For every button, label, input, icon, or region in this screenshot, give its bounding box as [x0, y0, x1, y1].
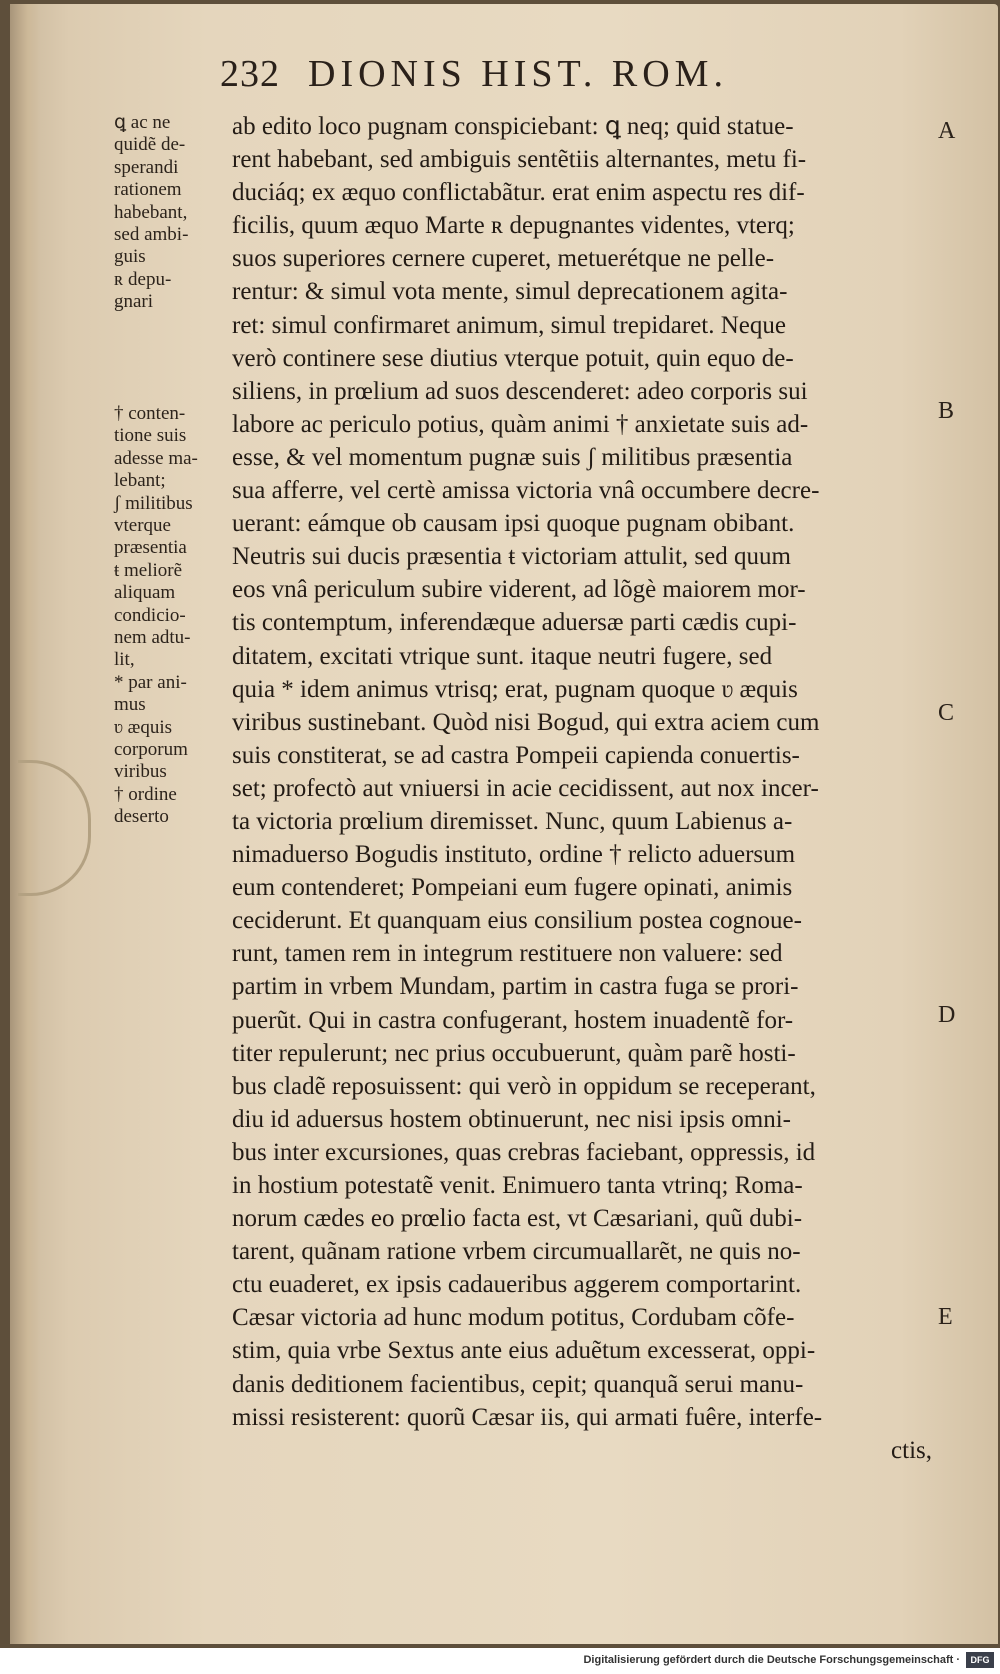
text-line: norum cædes eo prœlio facta est, vt Cæsariani, quũ dubi- [232, 1205, 803, 1233]
text-line: duciáq; ex æquo conflictabãtur. erat enim aspectu res dif- [232, 179, 805, 207]
text-line: ctu euaderet, ex ipsis cadaueribus aggerem comportarint. [232, 1271, 802, 1299]
dfg-logo-icon: DFG [966, 1652, 994, 1668]
text-line: runt, tamen rem in integrum restituere non valuere: sed [232, 940, 783, 968]
margin-note-line: guis [114, 246, 146, 268]
margin-note-line: * par ani- [114, 671, 187, 693]
margin-note-line: corporum [114, 738, 188, 760]
text-line: titer repulerunt; nec prius occubuerunt, quàm parẽ hosti- [232, 1039, 796, 1067]
section-letter-a: A [938, 118, 956, 144]
text-line: uerant: eámque ob causam ipsi quoque pugnam obibant. [232, 510, 795, 538]
text-line: esse, & vel momentum pugnæ suis ʃ militibus præsentia [232, 443, 793, 471]
text-line: danis deditionem facientibus, cepit; quanquã serui manu- [232, 1370, 804, 1398]
text-line: rent habebant, sed ambiguis sentẽtiis alternantes, metu fi- [232, 146, 807, 174]
text-line: siliens, in prœlium ad suos descenderet: adeo corporis sui [232, 377, 808, 405]
section-letter-c: C [938, 700, 955, 726]
running-title: DIONIS HIST. ROM. [308, 53, 728, 95]
margin-note-line: ʋ æquis [114, 716, 173, 738]
footer-bar [0, 1648, 1000, 1674]
text-line: bus cladẽ reposuissent: qui verò in oppidum se receperant, [232, 1072, 816, 1100]
text-line: ctis, [891, 1436, 932, 1464]
margin-note-line [114, 314, 226, 336]
text-line: in hostium potestatẽ venit. Enimuero tanta vtrinq; Roma- [232, 1172, 803, 1199]
margin-note-line: † ordine [114, 783, 177, 805]
text-line: ditatem, excitati vtrique sunt. itaque neutri fugere, sed [232, 642, 773, 670]
margin-note-line: præsentia [114, 537, 187, 559]
margin-note-line: tione suis [114, 425, 187, 447]
margin-note-line: lebant; [114, 470, 166, 492]
margin-note-line: ꝗ ac ne [114, 112, 171, 133]
margin-note-line: rationem [114, 179, 182, 201]
text-line: ceciderunt. Et quanquam eius consilium postea cognoue- [232, 907, 802, 935]
text-line: missi resisterent: quorũ Cæsar iis, qui armati fuêre, interfe- [232, 1403, 823, 1431]
text-line: ret: simul confirmaret animum, simul trepidaret. Neque [232, 311, 787, 339]
margin-note-line [114, 358, 226, 380]
text-line: eos vnâ periculum subire viderent, ad lõgè maiorem mor- [232, 576, 806, 604]
margin-note-line: gnari [114, 291, 154, 313]
text-line: rentur: & simul vota mente, simul deprecationem agita- [232, 278, 788, 306]
margin-note-line: habebant, [114, 201, 188, 223]
text-line: viribus sustinebant. Quòd nisi Bogud, qui extra aciem cum [232, 708, 820, 736]
text-line: bus inter excursiones, quas crebras faciebant, oppressis, id [232, 1138, 816, 1166]
text-line: sua afferre, vel certè amissa victoria vnâ occumbere decre- [232, 477, 820, 505]
text-line: partim in vrbem Mundam, partim in castra fuga se prori- [232, 973, 799, 1001]
text-line: nimaduerso Bogudis instituto, ordine † relicto aduersum [232, 841, 796, 869]
margin-note-line [114, 336, 226, 358]
main-text-block [232, 110, 932, 1467]
margin-note-line: aliquam [114, 582, 176, 604]
section-letter-b: B [938, 398, 955, 424]
margin-note-line: deserto [114, 806, 169, 828]
text-line: labore ac periculo potius, quàm animi † anxietate suis ad- [232, 410, 809, 438]
text-line: verò continere sese diutius vterque potuit, quin equo de- [232, 344, 794, 372]
margin-note-line: vterque [114, 515, 171, 537]
text-line: Neutris sui ducis præsentia ŧ victoriam attulit, sed quum [232, 543, 791, 571]
margin-note-line: lit, [114, 649, 135, 671]
margin-note-line: sperandi [114, 156, 179, 178]
text-line: ficilis, quum æquo Marte ʀ depugnantes videntes, vterq; [232, 212, 795, 240]
margin-note-line: † conten- [114, 403, 186, 425]
text-line: Cæsar victoria ad hunc modum potitus, Cordubam cõfe- [232, 1304, 795, 1332]
text-line: suis constiterat, se ad castra Pompeii capienda conuertis- [232, 741, 800, 769]
page-number: 232 [220, 53, 280, 95]
text-line: ta victoria prœlium diremisset. Nunc, quum Labienus a- [232, 807, 793, 835]
text-line: set; profectò aut vniuersi in acie cecidissent, aut nox incer- [232, 774, 819, 802]
margin-note-line: ŧ meliorẽ [114, 559, 183, 581]
text-line: puerũt. Qui in castra confugerant, hostem inuadentẽ for- [232, 1006, 794, 1034]
margin-note-line: viribus [114, 761, 167, 783]
section-letter-e: E [938, 1304, 953, 1330]
margin-note-line: sed ambi- [114, 223, 189, 245]
text-line: eum contenderet; Pompeiani eum fugere opinati, animis [232, 874, 793, 902]
text-line: quia * idem animus vtrisq; erat, pugnam quoque ʋ æquis [232, 675, 798, 703]
text-line: tis contemptum, inferendæque aduersæ parti cædis cupi- [232, 609, 797, 637]
margin-note-line: nem adtu- [114, 626, 191, 648]
margin-note-line: ʀ depu- [114, 268, 172, 290]
margin-notes [114, 112, 226, 829]
text-line: ab edito loco pugnam conspiciebant: ꝗ neq; quid statue- [232, 113, 794, 140]
text-line: tarent, quãnam ratione vrbem circumuallarẽt, ne quis no- [232, 1238, 801, 1266]
footer-credit: Digitalisierung gefördert durch die Deutsche Forschungsgemeinschaft · [583, 1654, 960, 1666]
margin-note-line [114, 381, 226, 403]
margin-note-line: adesse ma- [114, 447, 198, 469]
margin-note-line: quidẽ de- [114, 134, 186, 156]
margin-note-line: ʃ militibus [114, 492, 193, 514]
margin-note-line: mus [114, 694, 146, 716]
text-line: stim, quia vrbe Sextus ante eius aduẽtum excesserat, oppi- [232, 1337, 816, 1365]
page-header [220, 52, 860, 102]
text-line: diu id aduersus hostem obtinuerunt, nec nisi ipsis omni- [232, 1105, 791, 1133]
section-letter-d: D [938, 1002, 956, 1028]
text-line: suos superiores cernere cuperet, metuerétque ne pelle- [232, 245, 775, 273]
margin-note-line: condicio- [114, 604, 186, 626]
